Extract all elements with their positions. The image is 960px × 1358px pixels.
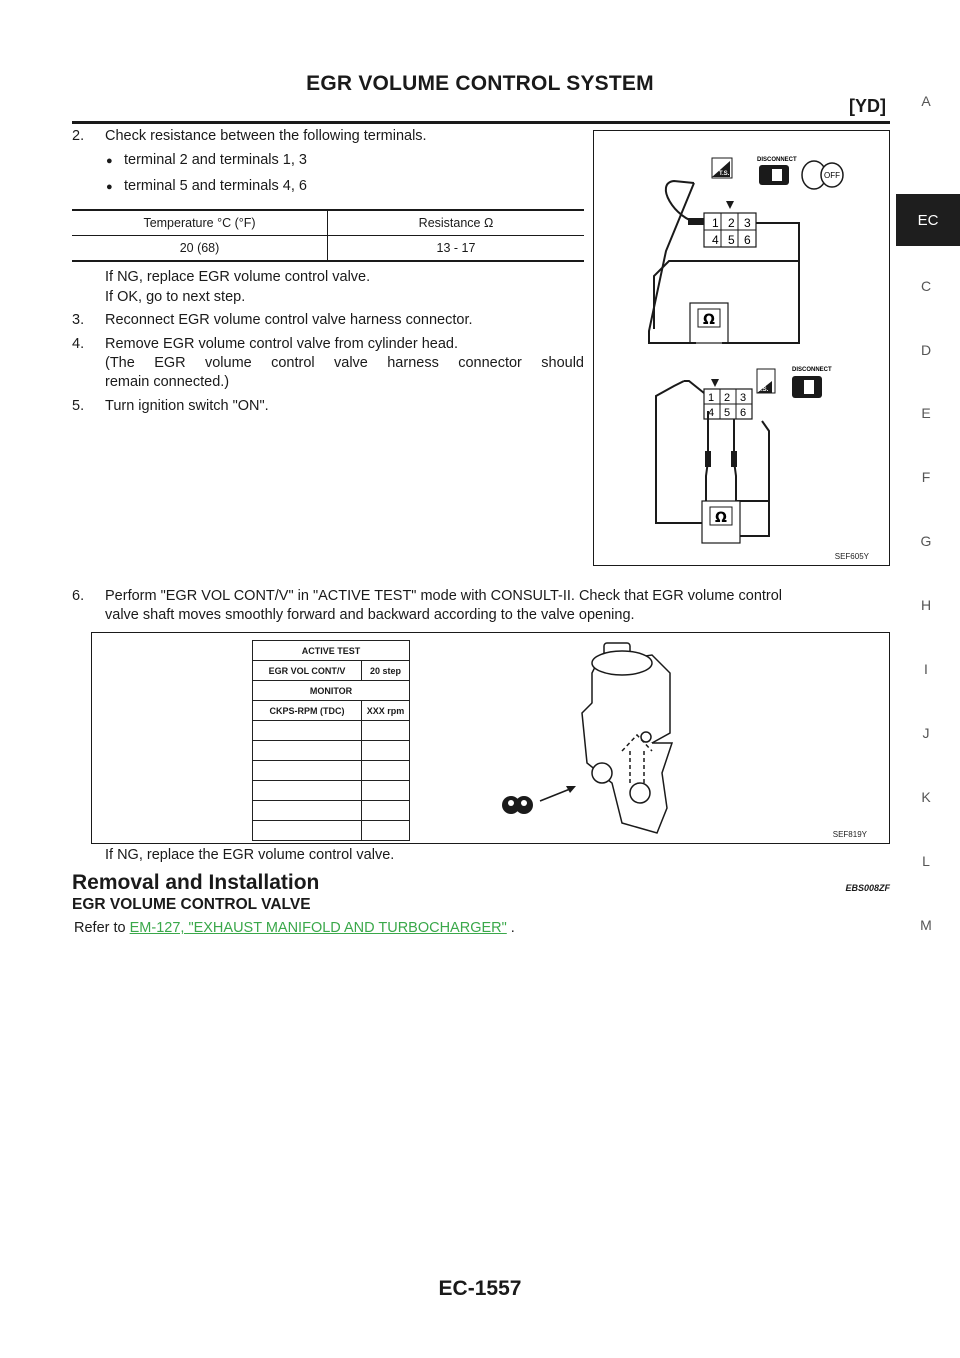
monitor-value: XXX rpm <box>362 701 410 721</box>
off-label: OFF <box>824 171 840 180</box>
refer-line <box>74 919 515 938</box>
step-text: Perform "EGR VOL CONT/V" in "ACTIVE TEST" mode with CONSULT-II. Check that EGR volume control <box>105 588 783 604</box>
subsection-heading: EGR VOLUME CONTROL VALVE <box>72 896 311 913</box>
pin-label: 5 <box>724 407 731 419</box>
monitor-title: MONITOR <box>253 681 410 701</box>
pin-label: 1 <box>712 216 719 230</box>
step-number: 3. <box>72 312 85 328</box>
disconnect-label: DISCONNECT <box>792 367 832 373</box>
figure-resistance-check <box>593 130 890 566</box>
sidebar-item-m[interactable]: M <box>920 917 932 933</box>
refer-suffix: . <box>506 920 515 936</box>
sidebar-item-c[interactable]: C <box>920 278 932 294</box>
pin-label: 6 <box>740 407 747 419</box>
sidebar-item-i[interactable]: I <box>924 661 928 677</box>
sidebar-item-e[interactable]: E <box>921 405 931 421</box>
bullet-icon: ● <box>106 155 113 167</box>
step-number: 6. <box>72 588 85 604</box>
page-title: EGR VOLUME CONTROL SYSTEM <box>306 72 654 95</box>
ng-text: If NG, replace EGR volume control valve. <box>105 269 371 285</box>
monitor-item: CKPS-RPM (TDC) <box>253 701 362 721</box>
section-code: EBS008ZF <box>845 883 890 893</box>
sidebar-item-h[interactable]: H <box>920 597 932 613</box>
figure-active-test <box>91 632 890 844</box>
table-header: Resistance Ω <box>418 216 494 230</box>
test-value: 20 step <box>362 661 410 681</box>
step-number: 5. <box>72 398 85 414</box>
model-label: [YD] <box>849 96 886 116</box>
table-header: Temperature °C (°F) <box>72 210 328 236</box>
pin-label: 3 <box>744 216 751 230</box>
step-number: 4. <box>72 336 85 352</box>
ng-text: If NG, replace the EGR volume control valve. <box>105 847 395 863</box>
ohm-symbol: Ω <box>715 510 727 526</box>
step-text: remain connected.) <box>105 374 230 390</box>
sidebar-item-d[interactable]: D <box>920 342 932 358</box>
disconnect-label: DISCONNECT <box>757 157 797 163</box>
pin-label: 5 <box>728 233 735 247</box>
table-cell: 13 - 17 <box>436 241 476 255</box>
refer-prefix: Refer to <box>74 920 130 936</box>
bullet-icon: ● <box>106 181 113 193</box>
step-text: valve shaft moves smoothly forward and backward according to the valve opening. <box>105 607 635 623</box>
ohm-symbol: Ω <box>703 312 715 328</box>
step-text: Check resistance between the following terminals. <box>105 128 427 144</box>
bullet-item: terminal 2 and terminals 1, 3 <box>124 152 307 168</box>
sidebar-item-k[interactable]: K <box>921 789 931 805</box>
pin-label: 6 <box>744 233 751 247</box>
sidebar-item-g[interactable]: G <box>920 533 932 549</box>
sidebar-item-f[interactable]: F <box>921 469 931 485</box>
ts-label: T.S. <box>719 171 730 177</box>
header-rule <box>72 121 890 124</box>
egr-valve-icon <box>582 643 672 833</box>
section-heading: Removal and Installation <box>72 871 320 894</box>
ok-text: If OK, go to next step. <box>105 289 246 305</box>
bullet-item: terminal 5 and terminals 4, 6 <box>124 178 307 194</box>
figure-code: SEF605Y <box>834 552 869 561</box>
pin-label: 4 <box>708 407 715 419</box>
test-item: EGR VOL CONT/V <box>253 661 362 681</box>
active-test-title: ACTIVE TEST <box>253 641 410 661</box>
resistance-table <box>72 209 584 262</box>
pin-label: 4 <box>712 233 719 247</box>
figure-code: SEF819Y <box>832 830 867 839</box>
step-text: Turn ignition switch "ON". <box>105 398 269 414</box>
ts-label: T.S. <box>758 387 769 393</box>
sidebar-item-ec[interactable]: EC <box>896 194 960 246</box>
sidebar-item-l[interactable]: L <box>922 853 930 869</box>
sidebar-item-j[interactable]: J <box>922 725 930 741</box>
pin-label: 2 <box>728 216 735 230</box>
pin-label: 1 <box>708 392 715 404</box>
reference-link[interactable]: EM-127, "EXHAUST MANIFOLD AND TURBOCHARGER" <box>129 920 507 936</box>
pin-label: 3 <box>740 392 747 404</box>
pin-label: 2 <box>724 392 731 404</box>
step-text: Reconnect EGR volume control valve harness connector. <box>105 312 473 328</box>
view-eyes-icon <box>502 796 533 814</box>
step-number: 2. <box>72 128 85 144</box>
step-text: (The EGR volume control valve harness connector should <box>105 355 584 371</box>
table-cell: 20 (68) <box>72 236 328 262</box>
page-number: EC-1557 <box>438 1277 522 1300</box>
step-text: Remove EGR volume control valve from cylinder head. <box>105 336 458 352</box>
sidebar-item-a[interactable]: A <box>921 93 931 109</box>
